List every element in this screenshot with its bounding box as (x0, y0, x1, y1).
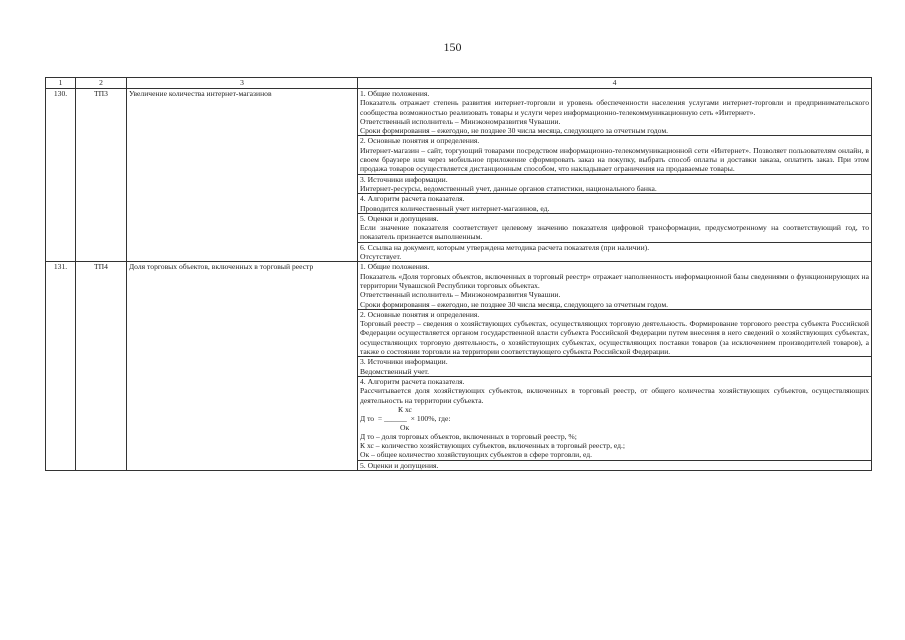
formula-legend: Ок – общее количество хозяйствующих субъектов в сфере торговли, ед. (360, 450, 593, 460)
section-heading: 1. Общие положения. (360, 89, 430, 98)
section-text: Рассчитывается доля хозяйствующих субъектов, включенных в торговый реестр, от общего количества хозяйствующих субъектов, осуществляющих деятельность на территории субъекта. (360, 386, 869, 405)
section-heading: 4. Алгоритм расчета показателя. (360, 376, 465, 386)
formula-line: Д то = ______ × 100%, где: (360, 413, 451, 423)
row-number: 130. (46, 89, 76, 262)
section-text: Сроки формирования – ежегодно, не позднее 30 числа месяца, следующего за отчетным годом. (360, 299, 669, 309)
section-assumptions (358, 460, 872, 470)
section-definitions (358, 309, 872, 356)
section-sources (358, 357, 872, 377)
header-col-1: 1 (46, 78, 76, 89)
section-text: Если значение показателя соответствует целевому значению показателя цифровой трансформации, предусмотренному на соответствующий год, то показатель признается выполненным. (360, 223, 869, 242)
formula-denominator: Ок (400, 422, 410, 432)
formula-legend: К хс – количество хозяйствующих субъектов, включенных в торговый реестр, ед.; (360, 441, 626, 451)
table-row (46, 89, 872, 136)
page-number: 150 (443, 40, 462, 54)
section-heading: 6. Ссылка на документ, которым утверждена методика расчета показателя (при наличии). (360, 242, 650, 252)
formula-legend: Д то – доля торговых объектов, включенных в торговый реестр, %; (360, 431, 577, 441)
section-text: Отсутствует. (360, 252, 402, 262)
section-text: Ответственный исполнитель – Минэкономразвития Чувашии. (360, 116, 561, 126)
section-sources (358, 174, 872, 194)
formula (360, 405, 869, 432)
section-text: Показатель «Доля торговых объектов, включенных в торговый реестр» отражает наполненность информационной базы сведениями о функционирующих на территории Чувашской Республики торговых объектах. (360, 271, 869, 290)
section-text: Сроки формирования – ежегодно, не позднее 30 числа месяца, следующего за отчетным годом. (360, 126, 669, 136)
section-heading: 3. Источники информации. (360, 174, 448, 184)
section-assumptions (358, 213, 872, 242)
section-heading: 2. Основные понятия и определения. (360, 136, 480, 146)
section-definitions (358, 136, 872, 174)
row-number: 131. (46, 262, 76, 471)
section-text: Показатель отражает степень развития интернет-торговли и уровень обеспеченности населения услугами интернет-торговли и предпринимательского сообщества возможностью реализовать товары и услуги через информационно-телекоммуникационную сеть «Интернет». (360, 98, 869, 117)
section-text: Ответственный исполнитель – Минэкономразвития Чувашии. (360, 290, 561, 300)
header-col-3: 3 (127, 78, 358, 89)
header-col-2: 2 (76, 78, 127, 89)
indicator-name: Доля торговых объектов, включенных в торговый реестр (127, 262, 358, 471)
section-algorithm (358, 194, 872, 214)
row-code: ТП3 (76, 89, 127, 262)
section-text: Ведомственный учет. (360, 366, 430, 376)
section-algorithm (358, 376, 872, 460)
section-heading: 2. Основные понятия и определения. (360, 309, 480, 319)
section-text: Торговый реестр – сведения о хозяйствующих субъектах, осуществляющих торговую деятельность. Формирование торгового реестра субъекта Российской Федерации осуществляется органом государственной власти субъекта Российской Федерации путем внесения в него сведений о хозяйствующих субъектах, осуществляющих торговую деятельность, о хозяйствующих субъектах, осуществляющих поставки товаров (за исключением производителей товаров), а также о состоянии торговли на территории соответствующего субъекта Российской Федерации. (360, 319, 869, 357)
section-text: Интернет-магазин – сайт, торгующий товарами посредством информационно-телекоммуникационной сети «Интернет». Позволяет пользователям онлайн, в своем браузере или через мобильное приложение сформировать заказ на покупку, выбрать способ оплаты и доставки заказа, оплатить заказ. При этом продажа товаров осуществляется дистанционным способом, что накладывает ограничения на продаваемые товары. (360, 145, 869, 174)
section-text: Интернет-ресурсы, ведомственный учет, данные органов статистики, национального банка. (360, 183, 657, 193)
table-header-row (46, 78, 872, 89)
section-heading: 4. Алгоритм расчета показателя. (360, 194, 465, 204)
table-row (46, 262, 872, 309)
section-general (358, 262, 872, 309)
section-text: Проводится количественный учет интернет-магазинов, ед. (360, 203, 550, 213)
section-heading: 1. Общие положения. (360, 262, 430, 272)
section-general (358, 89, 872, 136)
header-col-4: 4 (358, 78, 872, 89)
section-heading: 3. Источники информации. (360, 357, 448, 367)
formula-numerator: К хс (398, 404, 412, 414)
section-reference (358, 242, 872, 262)
section-heading: 5. Оценки и допущения. (360, 460, 439, 470)
row-code: ТП4 (76, 262, 127, 471)
indicator-table (45, 77, 872, 471)
section-heading: 5. Оценки и допущения. (360, 213, 439, 223)
indicator-name: Увеличение количества интернет-магазинов (127, 89, 358, 262)
